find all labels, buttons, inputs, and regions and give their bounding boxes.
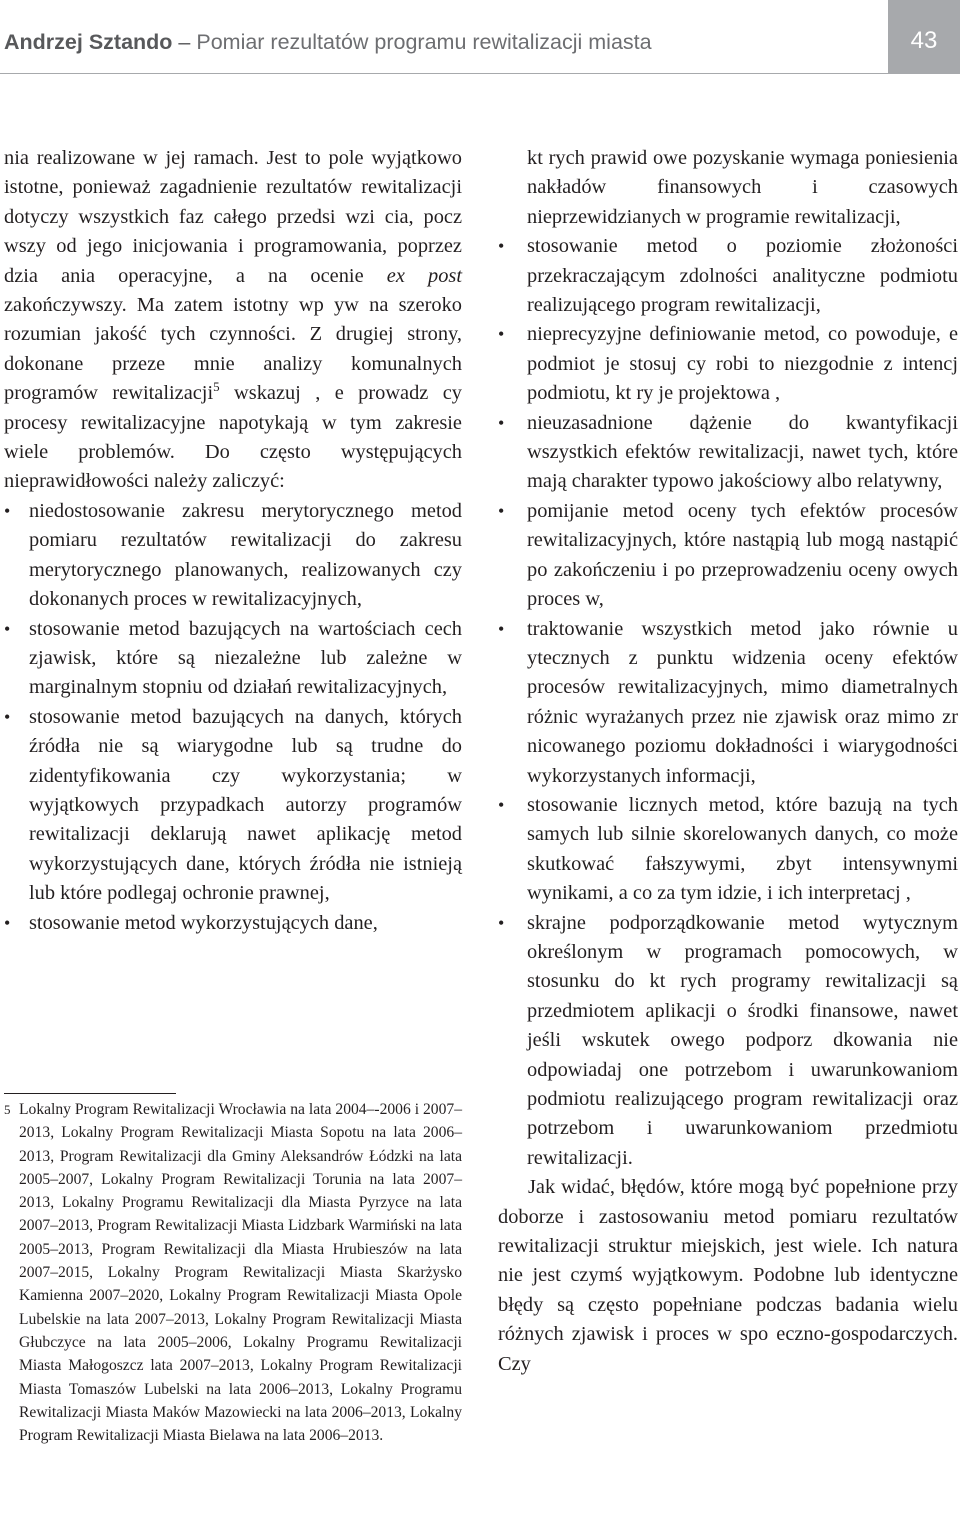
list-item: • nieprecyzyjne definiowanie metod, co powoduje, e podmiot je stosuj cy robi to niezgodnie z intencj podmiotu, kt ry je projektowa , (498, 320, 958, 408)
list-item: • stosowanie metod bazujących na wartościach cech zjawisk, które są niezależne lub zależne w marginalnym stopniu od działań rewitalizacyjnych, (4, 615, 462, 703)
running-title (4, 30, 652, 55)
italic-term: ex post (386, 264, 462, 287)
author-name: Andrzej Sztando (4, 30, 173, 54)
list-item: • niedostosowanie zakresu merytorycznego metod pomiaru rezultatów rewitalizacji do zakresu merytorycznego planowanych, realizowanych czy dokonanych proces w rewitalizacyjnych, (4, 497, 462, 615)
list-item: • traktowanie wszystkich metod jako równie u ytecznych z punktu widzenia oceny efektów procesów rewitalizacyjnych, mimo diametralnych różnic wyrażanych przez nie zjawisk oraz mimo zr nicowanego poziomu dokładności i wiarygodności wykorzystanych informacji, (498, 615, 958, 791)
footnote (4, 1098, 462, 1447)
header-rule (0, 73, 888, 74)
paragraph-text-3: wskazuj , e prowadz cy procesy rewitalizacyjne napotykają w tym zakresie wiele problemów. Do często występujących nieprawidłowości należy zaliczyć: (4, 382, 462, 493)
footnote-mark: 5 (4, 1102, 11, 1117)
work-title: Pomiar rezultatów programu rewitalizacji miasta (196, 30, 652, 54)
title-separator: – (178, 30, 191, 54)
closing-paragraph: Jak widać, błędów, które mogą być popełnione przy doborze i zastosowaniu metod pomiaru rezultatów rewitalizacji struktur miejskich, jest wiele. Ich natura nie jest czymś wyjątkowym. Podobne lub identyczne błędy są często popełniane podczas badania wielu różnych zjawisk i proces w spo eczno-gospodarczych. Czy (498, 1176, 958, 1375)
body-paragraph (4, 144, 462, 497)
right-column (498, 144, 958, 1379)
left-bullet-list (4, 497, 462, 938)
list-item: • pomijanie metod oceny tych efektów procesów rewitalizacyjnych, które nastąpią lub mogą nastąpić po zakończeniu i po przeprowadzeniu oceny owych proces w, (498, 497, 958, 615)
right-bullet-list (498, 232, 958, 1173)
footnote-text: Lokalny Program Rewitalizacji Wrocławia na lata 2004–-2006 i 2007–2013, Lokalny Program Rewitalizacji Miasta Sopotu na lata 2006–2013, Program Rewitalizacji dla Gminy Aleksandrów Łódzki na lata 2005–2007, Lokalny Program Rewitalizacji Torunia na lata 2007–2013, Lokalny Programu Rewitalizacji dla Miasta Pyrzyce na lata 2007–2013, Program Rewitalizacji Miasta Lidzbark Warmiński na lata 2005–2013, Program Rewitalizacji dla Miasta Hrubieszów na lata 2007–2015, Lokalny Program Rewitalizacji Miasta Skarżysko Kamienna 2007–2020, Lokalny Program Rewitalizacji Miasta Opole Lubelskie na lata 2007–2013, Lokalny Program Rewitalizacji Miasta Głubczyce na lata 2005–2006, Lokalny Programu Rewitalizacji Miasta Małogoszcz lata 2007–2013, Lokalny Program Rewitalizacji Miasta Tomaszów Lubelski na lata 2006–2013, Lokalny Programu Rewitalizacji Miasta Maków Mazowiecki na lata 2006–2013, Lokalny Program Rewitalizacji Miasta Bielawa na lata 2006–2013. (19, 1101, 462, 1445)
paragraph-text-2: zakończywszy. Ma zatem istotny wp yw na szeroko rozumian jakość tych czynności. Z drugiej strony, dokonane przeze mnie analizy komunalnych programów rewitalizacji (4, 294, 462, 405)
list-item: • stosowanie metod wykorzystujących dane, (4, 909, 462, 938)
continuation-text (498, 144, 958, 232)
page-number: 43 (910, 27, 938, 54)
running-header (0, 0, 960, 88)
list-item: • stosowanie metod o poziomie złożoności przekraczającym zdolności analityczne podmiotu realizującego program rewitalizacji, (498, 232, 958, 320)
list-item: • skrajne podporządkowanie metod wytycznym określonym w programach pomocowych, w stosunku do kt rych programy rewitalizacji są przedmiotem aplikacji o środki finansowe, nawet jeśli wskutek owego podporz dkowania nie odpowiadaj one potrzebom i uwarunkowaniom podmiotu realizującego program rewitalizacji oraz potrzebom i uwarunkowaniom przedmiotu rewitalizacji. (498, 909, 958, 1174)
page-number-box (888, 0, 960, 74)
list-item: • stosowanie licznych metod, które bazują na tych samych lub silnie skorelowanych danych, co może skutkować fałszywymi, zbyt intensywnymi wynikami, a co za tym idzie, i ich interpretacj , (498, 791, 958, 909)
footnote-rule (4, 1093, 176, 1094)
list-item: • stosowanie metod bazujących na danych, których źródła nie są wiarygodne lub są trudne do zidentyfikowania czy wykorzystania; w wyjątkowych przypadkach autorzy programów rewitalizacji deklarują nawet aplikację metod wykorzystujących dane, których źródła nie istnieją lub które podlegaj ochronie prawnej, (4, 703, 462, 909)
list-item: • nieuzasadnione dążenie do kwantyfikacji wszystkich efektów rewitalizacji, nawet tych, które mają charakter typowo jakościowy albo relatywny, (498, 409, 958, 497)
left-column (4, 144, 462, 938)
footnote-reference: 5 (213, 379, 220, 395)
paragraph-text-1: nia realizowane w jej ramach. Jest to pole wyjątkowo istotne, ponieważ zagadnienie rezultatów rewitalizacji dotyczy wszystkich faz całego przedsi wzi cia, pocz wszy od jego inicjowania i programowania, poprzez dzia ania operacyjne, a na ocenie (4, 147, 462, 287)
continuation-line: kt rych prawid owe pozyskanie wymaga poniesienia nakładów finansowych i czasowych nieprzewidzianych w programie rewitalizacji, (527, 147, 958, 228)
